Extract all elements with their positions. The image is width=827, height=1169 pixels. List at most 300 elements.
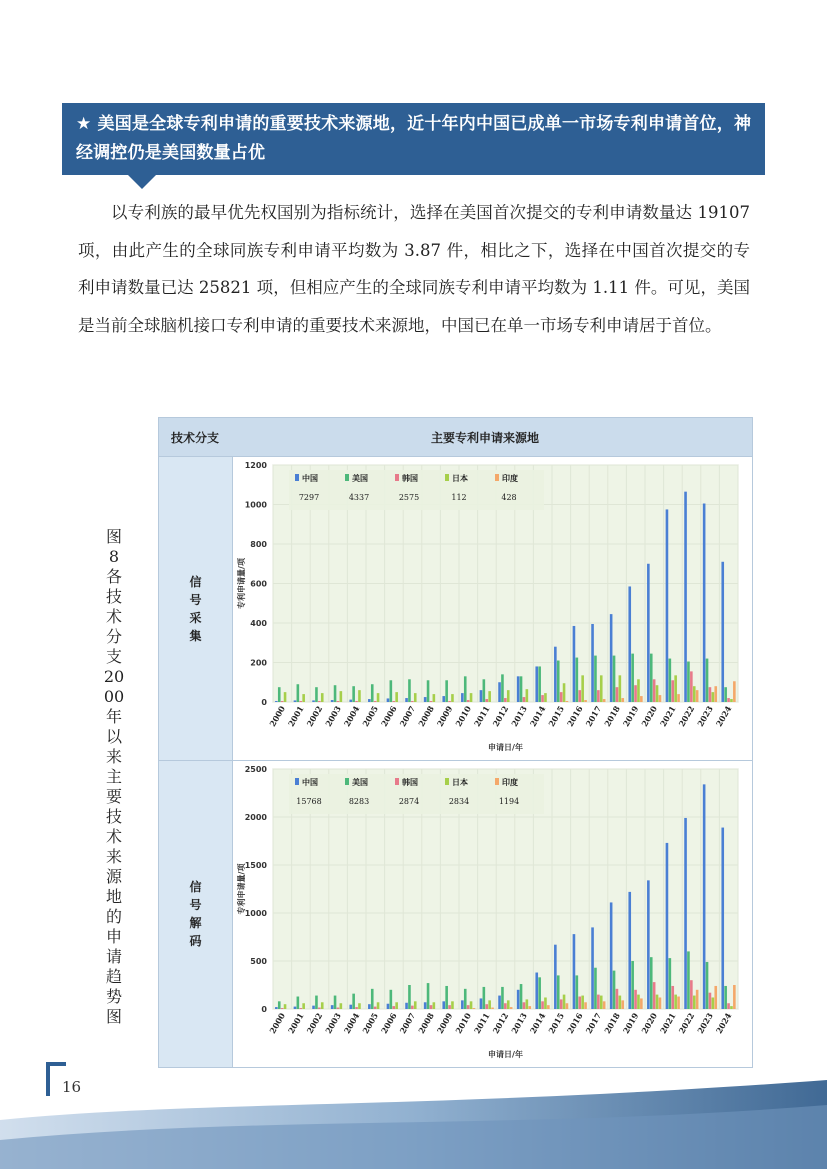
- bar-韩国-2007: [411, 701, 414, 702]
- bar-韩国-2002: [318, 1008, 321, 1009]
- table-header: [159, 418, 752, 457]
- x-tick-label: 2016: [564, 1011, 585, 1036]
- bar-日本-2022: [693, 686, 696, 702]
- bar-中国-2000: [275, 701, 278, 702]
- legend-swatch-中国: [295, 778, 299, 785]
- bar-印度-2022: [696, 990, 699, 1009]
- x-tick-label: 2011: [471, 704, 492, 729]
- x-tick-label: 2015: [546, 1011, 567, 1036]
- bar-中国-2008: [424, 1002, 427, 1009]
- bar-日本-2019: [637, 995, 640, 1009]
- legend-label-美国: 美国: [352, 778, 368, 787]
- bar-韩国-2003: [337, 1008, 340, 1009]
- bar-日本-2008: [433, 1002, 436, 1009]
- bar-印度-2016: [584, 700, 587, 702]
- legend-total-韩国: 2575: [398, 493, 420, 502]
- bar-中国-2010: [461, 1000, 464, 1009]
- bar-韩国-2015: [560, 999, 563, 1009]
- bar-印度-2016: [584, 1002, 587, 1009]
- bar-美国-2004: [352, 686, 355, 702]
- bar-韩国-2018: [616, 687, 619, 702]
- bar-美国-2010: [464, 676, 467, 702]
- bar-日本-2014: [544, 997, 547, 1009]
- bar-日本-2000: [284, 1004, 287, 1009]
- bar-印度-2017: [603, 699, 606, 702]
- y-tick-label: 200: [250, 658, 267, 668]
- bar-中国-2015: [554, 647, 557, 702]
- bar-美国-2001: [297, 684, 300, 702]
- x-tick-label: 2021: [657, 704, 678, 729]
- legend-label-美国: 美国: [352, 474, 368, 483]
- bar-韩国-2008: [430, 701, 433, 702]
- bar-印度-2019: [640, 696, 643, 702]
- bar-印度-2024: [733, 681, 736, 702]
- legend-label-韩国: 韩国: [402, 474, 418, 483]
- bar-中国-2007: [405, 1003, 408, 1009]
- legend-swatch-印度: [495, 474, 499, 481]
- x-tick-label: 2022: [676, 704, 697, 729]
- bar-中国-2016: [573, 934, 576, 1009]
- bar-韩国-2009: [448, 1005, 451, 1009]
- bar-美国-2019: [631, 654, 634, 702]
- bar-韩国-2017: [597, 995, 600, 1009]
- bar-韩国-2019: [634, 685, 637, 702]
- x-tick-label: 2021: [657, 1011, 678, 1036]
- bar-中国-2012: [498, 682, 501, 702]
- legend-total-韩国: 2874: [398, 797, 420, 806]
- trend-table: [158, 417, 753, 1068]
- bar-美国-2012: [501, 674, 504, 702]
- bar-日本-2016: [581, 675, 584, 702]
- x-tick-label: 2013: [509, 704, 529, 729]
- legend-total-印度: 428: [501, 493, 517, 502]
- y-axis-title: 专利申请量/项: [237, 863, 246, 915]
- bar-美国-2024: [724, 687, 727, 702]
- bar-印度-2015: [566, 1003, 569, 1009]
- bar-美国-2010: [464, 989, 467, 1009]
- bar-美国-2002: [315, 996, 318, 1009]
- bar-中国-2021: [666, 843, 669, 1009]
- x-tick-label: 2013: [509, 1011, 529, 1036]
- bar-日本-2017: [600, 675, 603, 702]
- bar-韩国-2001: [299, 701, 302, 702]
- bar-美国-2017: [594, 968, 597, 1009]
- bar-日本-2010: [470, 693, 473, 702]
- bar-中国-2014: [535, 666, 538, 702]
- bar-中国-2007: [405, 698, 408, 702]
- legend-label-印度: 印度: [502, 778, 518, 787]
- bar-中国-2003: [331, 700, 334, 702]
- x-tick-label: 2008: [416, 704, 436, 729]
- bar-韩国-2024: [727, 1003, 730, 1009]
- bar-韩国-2012: [504, 698, 507, 702]
- bar-中国-2002: [312, 700, 315, 702]
- legend-label-中国: 中国: [302, 474, 318, 483]
- legend-label-印度: 印度: [502, 474, 518, 483]
- bar-美国-2013: [520, 984, 523, 1009]
- page-number: 16: [62, 1078, 82, 1096]
- bar-韩国-2007: [411, 1006, 414, 1009]
- bar-印度-2011: [491, 1008, 494, 1009]
- chart-svg-signal-acquisition: [233, 457, 752, 760]
- bar-日本-2007: [414, 693, 417, 702]
- bar-中国-2024: [721, 562, 724, 702]
- x-tick-label: 2000: [267, 1011, 288, 1036]
- bar-日本-2018: [619, 996, 622, 1009]
- bar-日本-2000: [284, 692, 287, 702]
- x-tick-label: 2009: [434, 704, 455, 729]
- bar-美国-2022: [687, 662, 690, 702]
- bar-印度-2018: [621, 698, 624, 702]
- bar-韩国-2004: [355, 701, 358, 702]
- bar-韩国-2014: [541, 695, 544, 702]
- bar-美国-2018: [613, 656, 616, 702]
- legend-label-日本: 日本: [452, 474, 468, 483]
- bar-美国-2005: [371, 684, 374, 702]
- bar-韩国-2000: [281, 1008, 284, 1009]
- x-tick-label: 2015: [546, 704, 567, 729]
- x-tick-label: 2016: [564, 704, 585, 729]
- bar-日本-2009: [451, 694, 454, 702]
- legend-swatch-印度: [495, 778, 499, 785]
- x-tick-label: 2001: [285, 1011, 306, 1036]
- bar-中国-2017: [591, 624, 594, 702]
- legend-swatch-美国: [345, 778, 349, 785]
- row-label: 信号采集: [189, 574, 202, 643]
- legend-label-日本: 日本: [452, 778, 468, 787]
- bar-中国-2018: [610, 614, 613, 702]
- header-main-source: 主要专利申请来源地: [431, 431, 540, 445]
- bar-美国-2014: [538, 666, 541, 702]
- bar-印度-2019: [640, 998, 643, 1009]
- bar-美国-2006: [390, 990, 393, 1009]
- bar-美国-2021: [669, 958, 672, 1009]
- bar-印度-2015: [566, 701, 569, 702]
- bar-中国-2020: [647, 564, 650, 702]
- x-tick-label: 2008: [416, 1011, 436, 1036]
- bar-韩国-2003: [337, 701, 340, 702]
- bar-韩国-2020: [653, 679, 656, 702]
- bar-中国-2017: [591, 927, 594, 1009]
- bar-日本-2023: [712, 997, 715, 1009]
- bar-日本-2012: [507, 690, 510, 702]
- bar-印度-2021: [677, 694, 680, 702]
- bar-日本-2021: [674, 995, 677, 1009]
- bar-美国-2000: [278, 687, 281, 702]
- bar-日本-2005: [377, 1002, 380, 1009]
- bar-印度-2023: [714, 686, 717, 702]
- chart-svg-signal-decoding: [233, 761, 752, 1067]
- bar-印度-2021: [677, 997, 680, 1009]
- bar-美国-2003: [334, 685, 337, 702]
- y-tick-label: 1000: [244, 909, 267, 918]
- bar-韩国-2016: [578, 997, 581, 1009]
- bar-中国-2014: [535, 973, 538, 1009]
- header-tech-branch: 技术分支: [171, 431, 220, 445]
- bar-美国-2017: [594, 656, 597, 702]
- bar-日本-2004: [358, 1003, 361, 1009]
- bar-韩国-2000: [281, 701, 284, 702]
- bar-日本-2011: [488, 691, 491, 702]
- x-tick-label: 2011: [471, 1011, 492, 1036]
- bar-日本-2009: [451, 1001, 454, 1009]
- x-tick-label: 2009: [434, 1011, 455, 1036]
- bar-美国-2000: [278, 1001, 281, 1009]
- bar-日本-2003: [340, 691, 343, 702]
- bar-日本-2015: [563, 995, 566, 1009]
- row-label-cell: [159, 457, 233, 760]
- bar-日本-2001: [302, 694, 305, 702]
- bar-中国-2024: [721, 828, 724, 1009]
- legend-swatch-韩国: [395, 778, 399, 785]
- x-tick-label: 2019: [620, 1011, 641, 1036]
- x-tick-label: 2005: [360, 704, 381, 729]
- bar-美国-2014: [538, 977, 541, 1009]
- bar-美国-2023: [706, 659, 709, 702]
- bar-美国-2006: [390, 680, 393, 702]
- x-tick-label: 2020: [639, 1011, 660, 1036]
- y-tick-label: 2500: [244, 765, 267, 774]
- x-tick-label: 2006: [378, 1011, 399, 1036]
- x-tick-label: 2002: [304, 1011, 325, 1036]
- bar-中国-2019: [628, 892, 631, 1009]
- bar-韩国-2012: [504, 1003, 507, 1009]
- bar-韩国-2014: [541, 1001, 544, 1009]
- bar-韩国-2023: [709, 993, 712, 1009]
- bar-美国-2013: [520, 676, 523, 702]
- bar-中国-2009: [442, 1001, 445, 1009]
- bar-韩国-2002: [318, 701, 321, 702]
- bar-美国-2015: [557, 975, 560, 1009]
- bar-中国-2023: [703, 784, 706, 1009]
- bar-日本-2012: [507, 1000, 510, 1009]
- bar-中国-2002: [312, 1006, 315, 1009]
- bar-中国-2006: [387, 698, 390, 702]
- bar-日本-2013: [526, 999, 529, 1009]
- bar-日本-2008: [433, 694, 436, 702]
- x-tick-label: 2002: [304, 704, 325, 729]
- x-tick-label: 2001: [285, 704, 306, 729]
- y-tick-label: 1200: [244, 461, 267, 470]
- y-tick-label: 0: [261, 698, 267, 707]
- bar-日本-2001: [302, 1003, 305, 1009]
- legend-label-中国: 中国: [302, 778, 318, 787]
- bar-日本-2018: [619, 675, 622, 702]
- bar-中国-2001: [294, 1007, 297, 1009]
- bar-美国-2007: [408, 679, 411, 702]
- bar-日本-2005: [377, 693, 380, 702]
- table-row-signal-acquisition: [159, 457, 752, 761]
- bar-韩国-2009: [448, 701, 451, 702]
- bar-中国-2004: [349, 700, 352, 702]
- x-tick-label: 2014: [527, 1011, 548, 1036]
- bar-中国-2000: [275, 1007, 278, 1009]
- bar-日本-2004: [358, 690, 361, 702]
- bar-中国-2022: [684, 492, 687, 702]
- bar-美国-2008: [427, 983, 430, 1009]
- bar-中国-2022: [684, 818, 687, 1009]
- footer-decoration: [0, 1060, 827, 1169]
- bar-韩国-2001: [299, 1008, 302, 1009]
- bar-日本-2002: [321, 1002, 324, 1009]
- x-tick-label: 2004: [341, 704, 362, 729]
- bar-印度-2014: [547, 1005, 550, 1009]
- bar-中国-2019: [628, 586, 631, 702]
- row-label-cell: [159, 761, 233, 1067]
- x-tick-label: 2006: [378, 704, 399, 729]
- bar-印度-2020: [659, 997, 662, 1009]
- bar-日本-2022: [693, 996, 696, 1009]
- bar-中国-2004: [349, 1005, 352, 1009]
- bar-韩国-2010: [467, 700, 470, 702]
- x-tick-label: 2000: [267, 704, 288, 729]
- bar-美国-2023: [706, 962, 709, 1009]
- bar-中国-2009: [442, 696, 445, 702]
- bar-中国-2016: [573, 626, 576, 702]
- bar-日本-2007: [414, 1001, 417, 1009]
- bar-印度-2017: [603, 1001, 606, 1009]
- legend-total-美国: 8283: [348, 797, 370, 806]
- bar-印度-2024: [733, 985, 736, 1009]
- bar-日本-2014: [544, 693, 547, 702]
- x-tick-label: 2017: [583, 704, 604, 729]
- bar-美国-2016: [576, 658, 579, 702]
- bar-美国-2022: [687, 951, 690, 1009]
- bar-美国-2003: [334, 996, 337, 1009]
- bar-日本-2002: [321, 693, 324, 702]
- y-tick-label: 500: [250, 957, 267, 966]
- legend-swatch-日本: [445, 778, 449, 785]
- legend-swatch-日本: [445, 474, 449, 481]
- bar-韩国-2010: [467, 1005, 470, 1009]
- bar-美国-2002: [315, 687, 318, 702]
- bar-韩国-2013: [523, 1002, 526, 1009]
- bar-美国-2009: [445, 680, 448, 702]
- bar-印度-2010: [473, 1008, 476, 1009]
- bar-美国-2009: [445, 986, 448, 1009]
- bar-日本-2020: [656, 685, 659, 702]
- bar-韩国-2020: [653, 982, 656, 1009]
- bar-韩国-2019: [634, 990, 637, 1009]
- x-tick-label: 2004: [341, 1011, 362, 1036]
- x-tick-label: 2020: [639, 704, 660, 729]
- legend-total-日本: 2834: [448, 797, 470, 806]
- bar-日本-2010: [470, 1001, 473, 1009]
- bar-日本-2024: [730, 699, 733, 702]
- x-axis-title: 申请日/年: [488, 1050, 523, 1059]
- legend-total-美国: 4337: [348, 493, 370, 502]
- bar-中国-2006: [387, 1004, 390, 1009]
- legend-total-日本: 112: [451, 493, 467, 502]
- bar-美国-2016: [576, 975, 579, 1009]
- bar-日本-2024: [730, 1006, 733, 1009]
- bar-印度-2012: [510, 1007, 513, 1009]
- bar-韩国-2024: [727, 698, 730, 702]
- bar-美国-2004: [352, 994, 355, 1009]
- bar-美国-2005: [371, 989, 374, 1009]
- legend-swatch-美国: [345, 474, 349, 481]
- bar-日本-2006: [395, 1002, 398, 1009]
- legend-label-韩国: 韩国: [402, 778, 418, 787]
- bar-中国-2021: [666, 509, 669, 702]
- x-tick-label: 2010: [453, 704, 474, 729]
- chart-signal-decoding: [233, 761, 752, 1067]
- bar-韩国-2006: [392, 1006, 395, 1009]
- bar-日本-2021: [674, 675, 677, 702]
- bar-印度-2023: [714, 986, 717, 1009]
- bar-日本-2011: [488, 1000, 491, 1009]
- x-tick-label: 2007: [397, 704, 418, 729]
- x-axis-title: 申请日/年: [488, 743, 523, 752]
- bar-美国-2001: [297, 997, 300, 1009]
- bar-韩国-2023: [709, 687, 712, 702]
- y-tick-label: 1000: [244, 500, 267, 510]
- bar-韩国-2018: [616, 989, 619, 1009]
- bar-印度-2013: [528, 1006, 531, 1009]
- bar-韩国-2017: [597, 690, 600, 702]
- bar-日本-2019: [637, 679, 640, 702]
- bar-美国-2012: [501, 987, 504, 1009]
- bar-日本-2023: [712, 692, 715, 702]
- x-tick-label: 2012: [490, 704, 511, 729]
- x-tick-label: 2024: [713, 1011, 734, 1036]
- bar-韩国-2021: [671, 680, 674, 702]
- bar-韩国-2013: [523, 697, 526, 702]
- bar-美国-2021: [669, 659, 672, 702]
- y-tick-label: 800: [250, 540, 267, 549]
- bar-韩国-2005: [374, 1007, 377, 1009]
- chart-signal-acquisition: [233, 457, 752, 760]
- x-tick-label: 2014: [527, 704, 548, 729]
- bar-中国-2013: [517, 990, 520, 1009]
- banner-pointer: [128, 175, 156, 189]
- bar-日本-2013: [526, 689, 529, 702]
- x-tick-label: 2024: [713, 704, 734, 729]
- x-tick-label: 2007: [397, 1011, 418, 1036]
- x-tick-label: 2022: [676, 1011, 697, 1036]
- bar-美国-2024: [724, 986, 727, 1009]
- bar-美国-2011: [483, 679, 486, 702]
- bar-印度-2018: [621, 1000, 624, 1009]
- bar-中国-2005: [368, 1004, 371, 1009]
- bar-印度-2022: [696, 690, 699, 702]
- bar-韩国-2022: [690, 980, 693, 1009]
- table-row-signal-decoding: [159, 761, 752, 1067]
- bar-美国-2008: [427, 680, 430, 702]
- bar-中国-2003: [331, 1005, 334, 1009]
- bar-韩国-2005: [374, 701, 377, 702]
- x-tick-label: 2023: [695, 1011, 715, 1036]
- bar-中国-2018: [610, 902, 613, 1009]
- bar-印度-2020: [659, 695, 662, 702]
- bar-中国-2012: [498, 996, 501, 1009]
- x-tick-label: 2005: [360, 1011, 381, 1036]
- bar-韩国-2015: [560, 692, 563, 702]
- x-tick-label: 2018: [602, 1011, 622, 1036]
- bar-日本-2006: [395, 692, 398, 702]
- bar-美国-2018: [613, 971, 616, 1009]
- bar-中国-2011: [480, 690, 483, 702]
- bar-韩国-2006: [392, 701, 395, 702]
- bar-美国-2011: [483, 987, 486, 1009]
- bar-中国-2020: [647, 880, 650, 1009]
- row-label: 信号解码: [189, 880, 202, 948]
- y-axis-title: 专利申请量/项: [237, 558, 246, 609]
- y-tick-label: 1500: [244, 861, 267, 870]
- bar-中国-2015: [554, 945, 557, 1009]
- x-tick-label: 2023: [695, 704, 715, 729]
- x-tick-label: 2003: [323, 704, 343, 729]
